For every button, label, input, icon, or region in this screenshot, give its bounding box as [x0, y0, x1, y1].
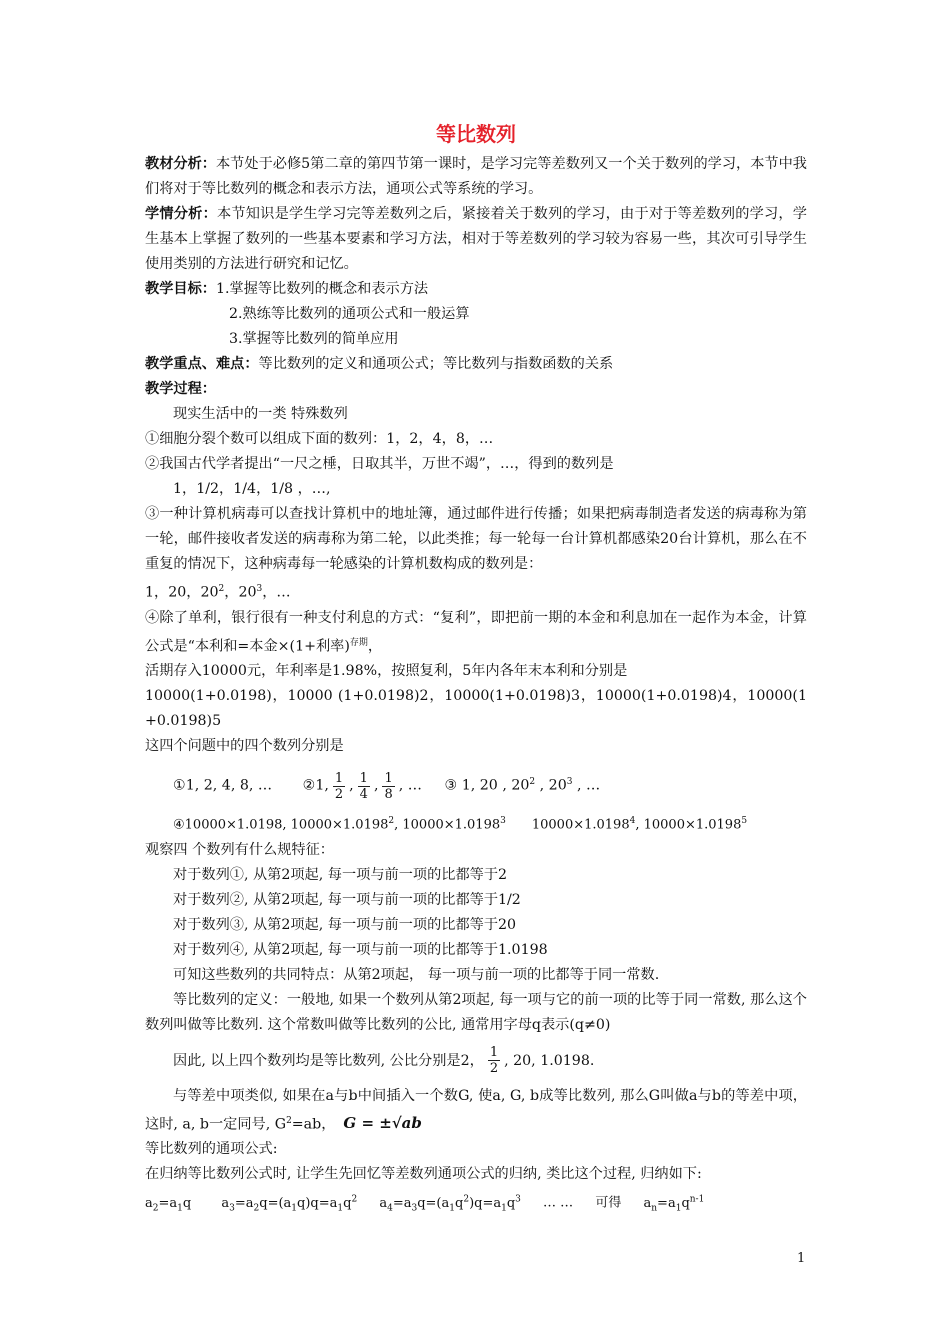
fraction-quarter: $\frac{1}{4}$	[359, 770, 368, 802]
can-get-label: 可得	[595, 1195, 622, 1211]
ratios-line	[145, 1038, 807, 1084]
goal-2: 2.熟练等比数列的通项公式和一般运算	[229, 306, 470, 322]
student-analysis	[145, 202, 807, 277]
seq3-a: 1，20，20	[145, 584, 219, 601]
page-title: 等比数列	[436, 122, 516, 146]
geometric-mean-sup: 2	[286, 1115, 292, 1126]
seq-2-start: ②1,	[302, 778, 329, 795]
example-3-seq	[145, 577, 807, 606]
seq3-sup3: 3	[256, 584, 263, 594]
material-analysis	[145, 152, 807, 202]
example-4-values: 10000(1+0.0198)，10000 (1+0.0198)2，10000(1+0.0198)3，10000(1+0.0198)4，10000(1+0.0198)5	[145, 688, 807, 730]
formula-an: $a_n=a_1q^{n-1}$	[643, 1194, 705, 1214]
seq-4-c: 10000×1.0198	[531, 817, 630, 833]
seq-1: ①1, 2, 4, 8, …	[173, 778, 273, 795]
induction-formulas	[145, 1187, 807, 1221]
sequences-row: ①1, 2, 4, 8, … ②1, $\frac{1}{2}$ , $\frac{1}{4}$ , $\frac{1}{8}$ , … ③ 1, 20 , $20^2$ , $20^3$ , …	[173, 770, 601, 802]
seq-4-sup5: 5	[741, 816, 748, 827]
common-feature: 可知这些数列的共同特点：从第2项起， 每一项与前一项的比都等于同一常数.	[173, 966, 660, 983]
student-label: 学情分析：	[145, 206, 217, 222]
example-2-seq: 1，1/2，1/4，1/8 ，…,	[173, 481, 331, 497]
geometric-mean-text: 与等差中项类似, 如果在a与b中间插入一个数G, 使a, G, b成等比数列, 那么G叫做a与b的等差中项，这时, a, b一定同号, G	[145, 1087, 807, 1133]
formula-a2: $a_2=a_1q$	[145, 1195, 192, 1214]
document-content	[145, 118, 807, 1221]
key-text: 等比数列的定义和通项公式；等比数列与指数函数的关系	[258, 356, 614, 372]
seq-4-a: ④10000×1.0198, 10000×1.0198	[173, 817, 389, 833]
seq3-b: ，20	[224, 584, 257, 601]
example-4-sup: 存期	[349, 637, 368, 648]
student-text: 本节知识是学生学习完等差数列之后，紧接着关于数列的学习，由于对于等差数列的学习，学生基本上掌握了数列的一些基本要素和学习方法，相对于等差数列的学习较为容易一些，其次可引导学生使用类别的方法进行研究和记忆。	[145, 206, 807, 272]
goal-1: 1.掌握等比数列的概念和表示方法	[215, 281, 429, 297]
formula-a3: $a_3=a_2q=(a_1q)q=a_1q^2$	[221, 1194, 358, 1214]
example-4-text: ④除了单利，银行很有一种支付利息的方式：“复利”，即把前一期的本金和利息加在一起作为本金，计算公式是“本利和=本金×(1+利率)	[145, 609, 807, 655]
seq-3-sup3: 3	[566, 777, 573, 788]
definition	[145, 988, 807, 1038]
observe-line: 观察四 个数列有什么规特征：	[145, 841, 334, 858]
four-sequences-intro: 这四个问题中的四个数列分别是	[145, 738, 344, 755]
seq-3-c: , …	[572, 778, 601, 795]
key-points	[145, 352, 807, 377]
seq3-sup2: 2	[218, 584, 225, 594]
example-4-deposit: 活期存入10000元，年利率是1.98%，按照复利，5年内各年末本利和分别是	[145, 663, 628, 680]
material-label: 教材分析：	[145, 156, 216, 172]
seq-2-ellipsis: …	[407, 778, 422, 795]
seq-3: ③ 1, 20 , 20	[444, 778, 530, 795]
example-2: ②我国古代学者提出“一尺之棰，日取其半，万世不竭”，…，得到的数列是	[145, 456, 614, 472]
key-label: 教学重点、难点：	[145, 356, 259, 372]
definition-text: 等比数列的定义：一般地, 如果一个数列从第2项起, 每一项与它的前一项的比等于同一常数, 那么这个数列叫做等比数列. 这个常数叫做等比数列的公比, 通常用字母q表示(q≠0)	[145, 991, 807, 1033]
ratios-post: , 20, 1.0198.	[504, 1052, 595, 1069]
ratios-pre: 因此, 以上四个数列均是等比数列, 公比分别是2，	[173, 1052, 484, 1069]
seq-3-b: , 20	[535, 778, 567, 795]
geometric-mean	[145, 1084, 807, 1138]
induction-intro: 在归纳等比数列公式时, 让学生先回忆等差数列通项公式的归纳, 类比这个过程, 归纳如下:	[145, 1166, 702, 1183]
fraction-eighth: $\frac{1}{8}$	[384, 770, 393, 802]
example-4	[145, 606, 807, 660]
sequence-4	[145, 809, 807, 837]
geometric-mean-b: =ab，	[291, 1116, 336, 1133]
rule-2: 对于数列②, 从第2项起, 每一项与前一项的比都等于1/2	[173, 891, 521, 908]
goal-3: 3.掌握等比数列的简单应用	[229, 331, 399, 347]
rule-4: 对于数列④, 从第2项起, 每一项与前一项的比都等于1.0198	[173, 941, 548, 958]
fraction-ratio-half: $\frac{1}{2}$	[489, 1045, 499, 1077]
formula-a4: $a_4=a_3q=(a_1q^2)q=a_1q^3$	[379, 1194, 521, 1214]
material-text: 本节处于必修5第二章的第四节第一课时，是学习完等差数列又一个关于数列的学习，本节中我们将对于等比数列的概念和表示方法，通项公式等系统的学习。	[145, 156, 807, 197]
seq-4-d: , 10000×1.0198	[635, 817, 742, 833]
example-4-end: ，	[367, 638, 383, 655]
intro-line: 现实生活中的一类 特殊数列	[173, 406, 348, 422]
page-number: 1	[797, 1251, 806, 1266]
rule-1: 对于数列①, 从第2项起, 每一项与前一项的比都等于2	[173, 866, 508, 883]
process-label: 教学过程：	[145, 381, 216, 397]
example-3: ③一种计算机病毒可以查找计算机中的地址簿，通过邮件进行传播；如果把病毒制造者发送的病毒称为第一轮，邮件接收者发送的病毒称为第二轮，以此类推；每一轮每一台计算机都感染20台计算机，那么在不重复的情况下，这种病毒每一轮感染的计算机数构成的数列是：	[145, 506, 807, 572]
teaching-goals	[145, 277, 807, 302]
seq-4-sup2: 2	[388, 816, 395, 827]
fraction-half: $\frac{1}{2}$	[334, 770, 344, 802]
rule-3: 对于数列③, 从第2项起, 每一项与前一项的比都等于20	[173, 916, 517, 933]
seq-4-b: , 10000×1.0198	[394, 817, 501, 833]
seq-4-sup3: 3	[500, 816, 506, 827]
geometric-mean-formula: G = ±√ab	[343, 1114, 422, 1133]
general-formula-heading: 等比数列的通项公式:	[145, 1141, 278, 1158]
seq3-c: ，…	[262, 584, 291, 601]
example-1: ①细胞分裂个数可以组成下面的数列：1，2，4，8，…	[145, 431, 494, 447]
formula-dots: … …	[543, 1195, 574, 1211]
seq-4-sup4: 4	[629, 816, 636, 827]
seq-3-sup2: 2	[529, 777, 536, 788]
goals-label: 教学目标：	[145, 281, 216, 297]
